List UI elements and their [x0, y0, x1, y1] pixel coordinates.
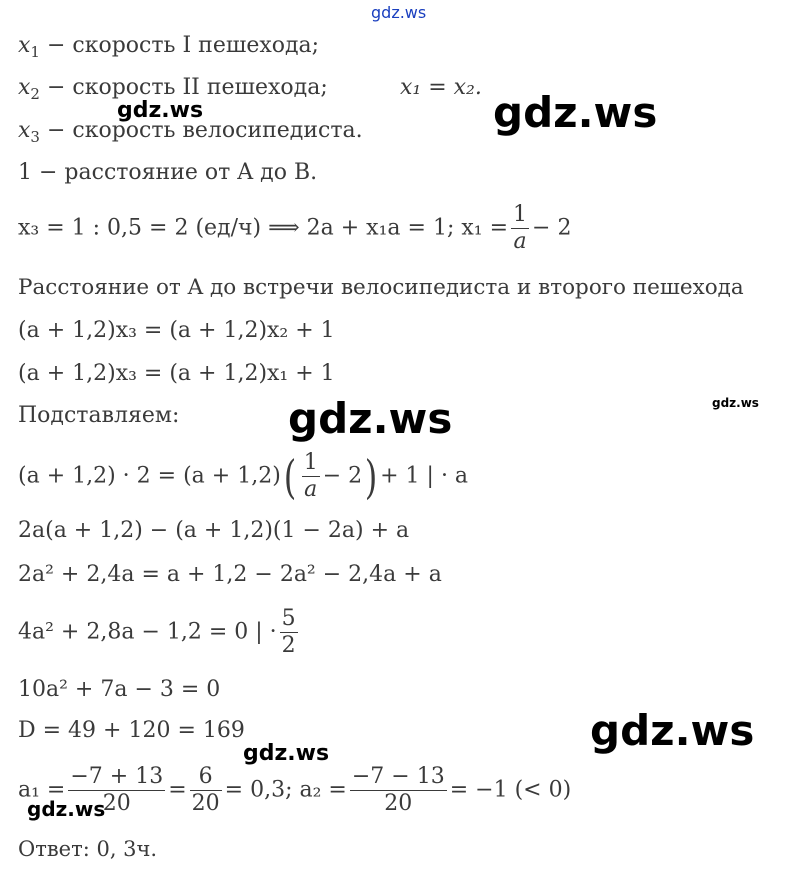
left-paren: ( [283, 449, 297, 504]
line-10-mid: − 2 [322, 463, 363, 489]
subscript: 2 [30, 85, 40, 103]
fraction-5-over-2 [280, 606, 298, 659]
denominator: 20 [102, 791, 131, 816]
line-3 [18, 118, 363, 150]
line-9: Подставляем: [18, 403, 180, 428]
denominator: 2 [281, 633, 296, 658]
numerator: 1 [303, 450, 318, 475]
line-5-left: x₃ = 1 : 0,5 = 2 (ед/ч) ⟹ 2a + x₁a = 1; x₁ = [18, 215, 509, 241]
numerator: 1 [513, 202, 528, 227]
numerator: 5 [281, 606, 296, 631]
denominator: 20 [191, 791, 220, 816]
denominator: a [304, 477, 318, 502]
line-6: Расстояние от A до встречи велосипедиста и второго пешехода [18, 275, 744, 300]
watermark-big-1: gdz.ws [493, 88, 658, 137]
watermark-tiny-right: gdz.ws [712, 396, 759, 410]
answer-line: Ответ: 0, 3ч. [18, 837, 158, 861]
subscript: 3 [30, 128, 40, 146]
line-12: 2a² + 2,4a = a + 1,2 − 2a² − 2,4a + a [18, 562, 442, 587]
line-10 [18, 450, 468, 503]
watermark-small-3: gdz.ws [27, 797, 106, 821]
fraction-1-over-a [302, 450, 320, 503]
line-3-text: − скорость велосипедиста. [39, 118, 363, 143]
line-11: 2a(a + 1,2) − (a + 1,2)(1 − 2a) + a [18, 518, 410, 543]
numerator: 6 [190, 764, 222, 791]
line-14: 10a² + 7a − 3 = 0 [18, 677, 221, 702]
equals: = [168, 777, 187, 803]
watermark-small-1: gdz.ws [117, 98, 204, 123]
var-x: x [18, 118, 31, 143]
line-5-right: − 2 [532, 215, 572, 241]
denominator: a [513, 229, 527, 254]
a1-label: a₁ = [18, 777, 66, 803]
line-1 [18, 33, 319, 65]
a2-result: = −1 (< 0) [449, 777, 572, 803]
line-15: D = 49 + 120 = 169 [18, 718, 245, 743]
var-x: x [18, 33, 31, 58]
fraction-6-over-20 [190, 764, 222, 817]
line-13-left: 4a² + 2,8a − 1,2 = 0 | · [18, 619, 277, 645]
line-1-text: − скорость I пешехода; [39, 33, 320, 58]
numerator: −7 − 13 [351, 764, 445, 789]
denominator: 20 [384, 791, 413, 816]
numerator: −7 + 13 [70, 764, 164, 789]
line-5 [18, 202, 571, 255]
watermark-small-2: gdz.ws [243, 741, 330, 766]
right-paren: ) [364, 449, 378, 504]
line-13 [18, 606, 301, 659]
equality-x1-x2: x₁ = x₂. [400, 75, 482, 100]
fraction-a2 [350, 764, 447, 817]
watermark-top: gdz.ws [371, 3, 427, 22]
line-8: (a + 1,2)x₃ = (a + 1,2)x₁ + 1 [18, 361, 335, 386]
fraction-1-over-a [511, 202, 529, 255]
line-7: (a + 1,2)x₃ = (a + 1,2)x₂ + 1 [18, 318, 335, 343]
line-10-left: (a + 1,2) · 2 = (a + 1,2) [18, 463, 281, 489]
watermark-big-3: gdz.ws [590, 706, 755, 755]
a2-part: = 0,3; a₂ = [224, 777, 347, 803]
subscript: 1 [30, 43, 40, 61]
var-x: x [18, 75, 31, 100]
line-4: 1 − расстояние от A до B. [18, 160, 318, 185]
line-10-right: + 1 | · a [380, 463, 469, 489]
watermark-big-2: gdz.ws [288, 394, 453, 443]
line-2-text: − скорость II пешехода; [39, 75, 328, 100]
